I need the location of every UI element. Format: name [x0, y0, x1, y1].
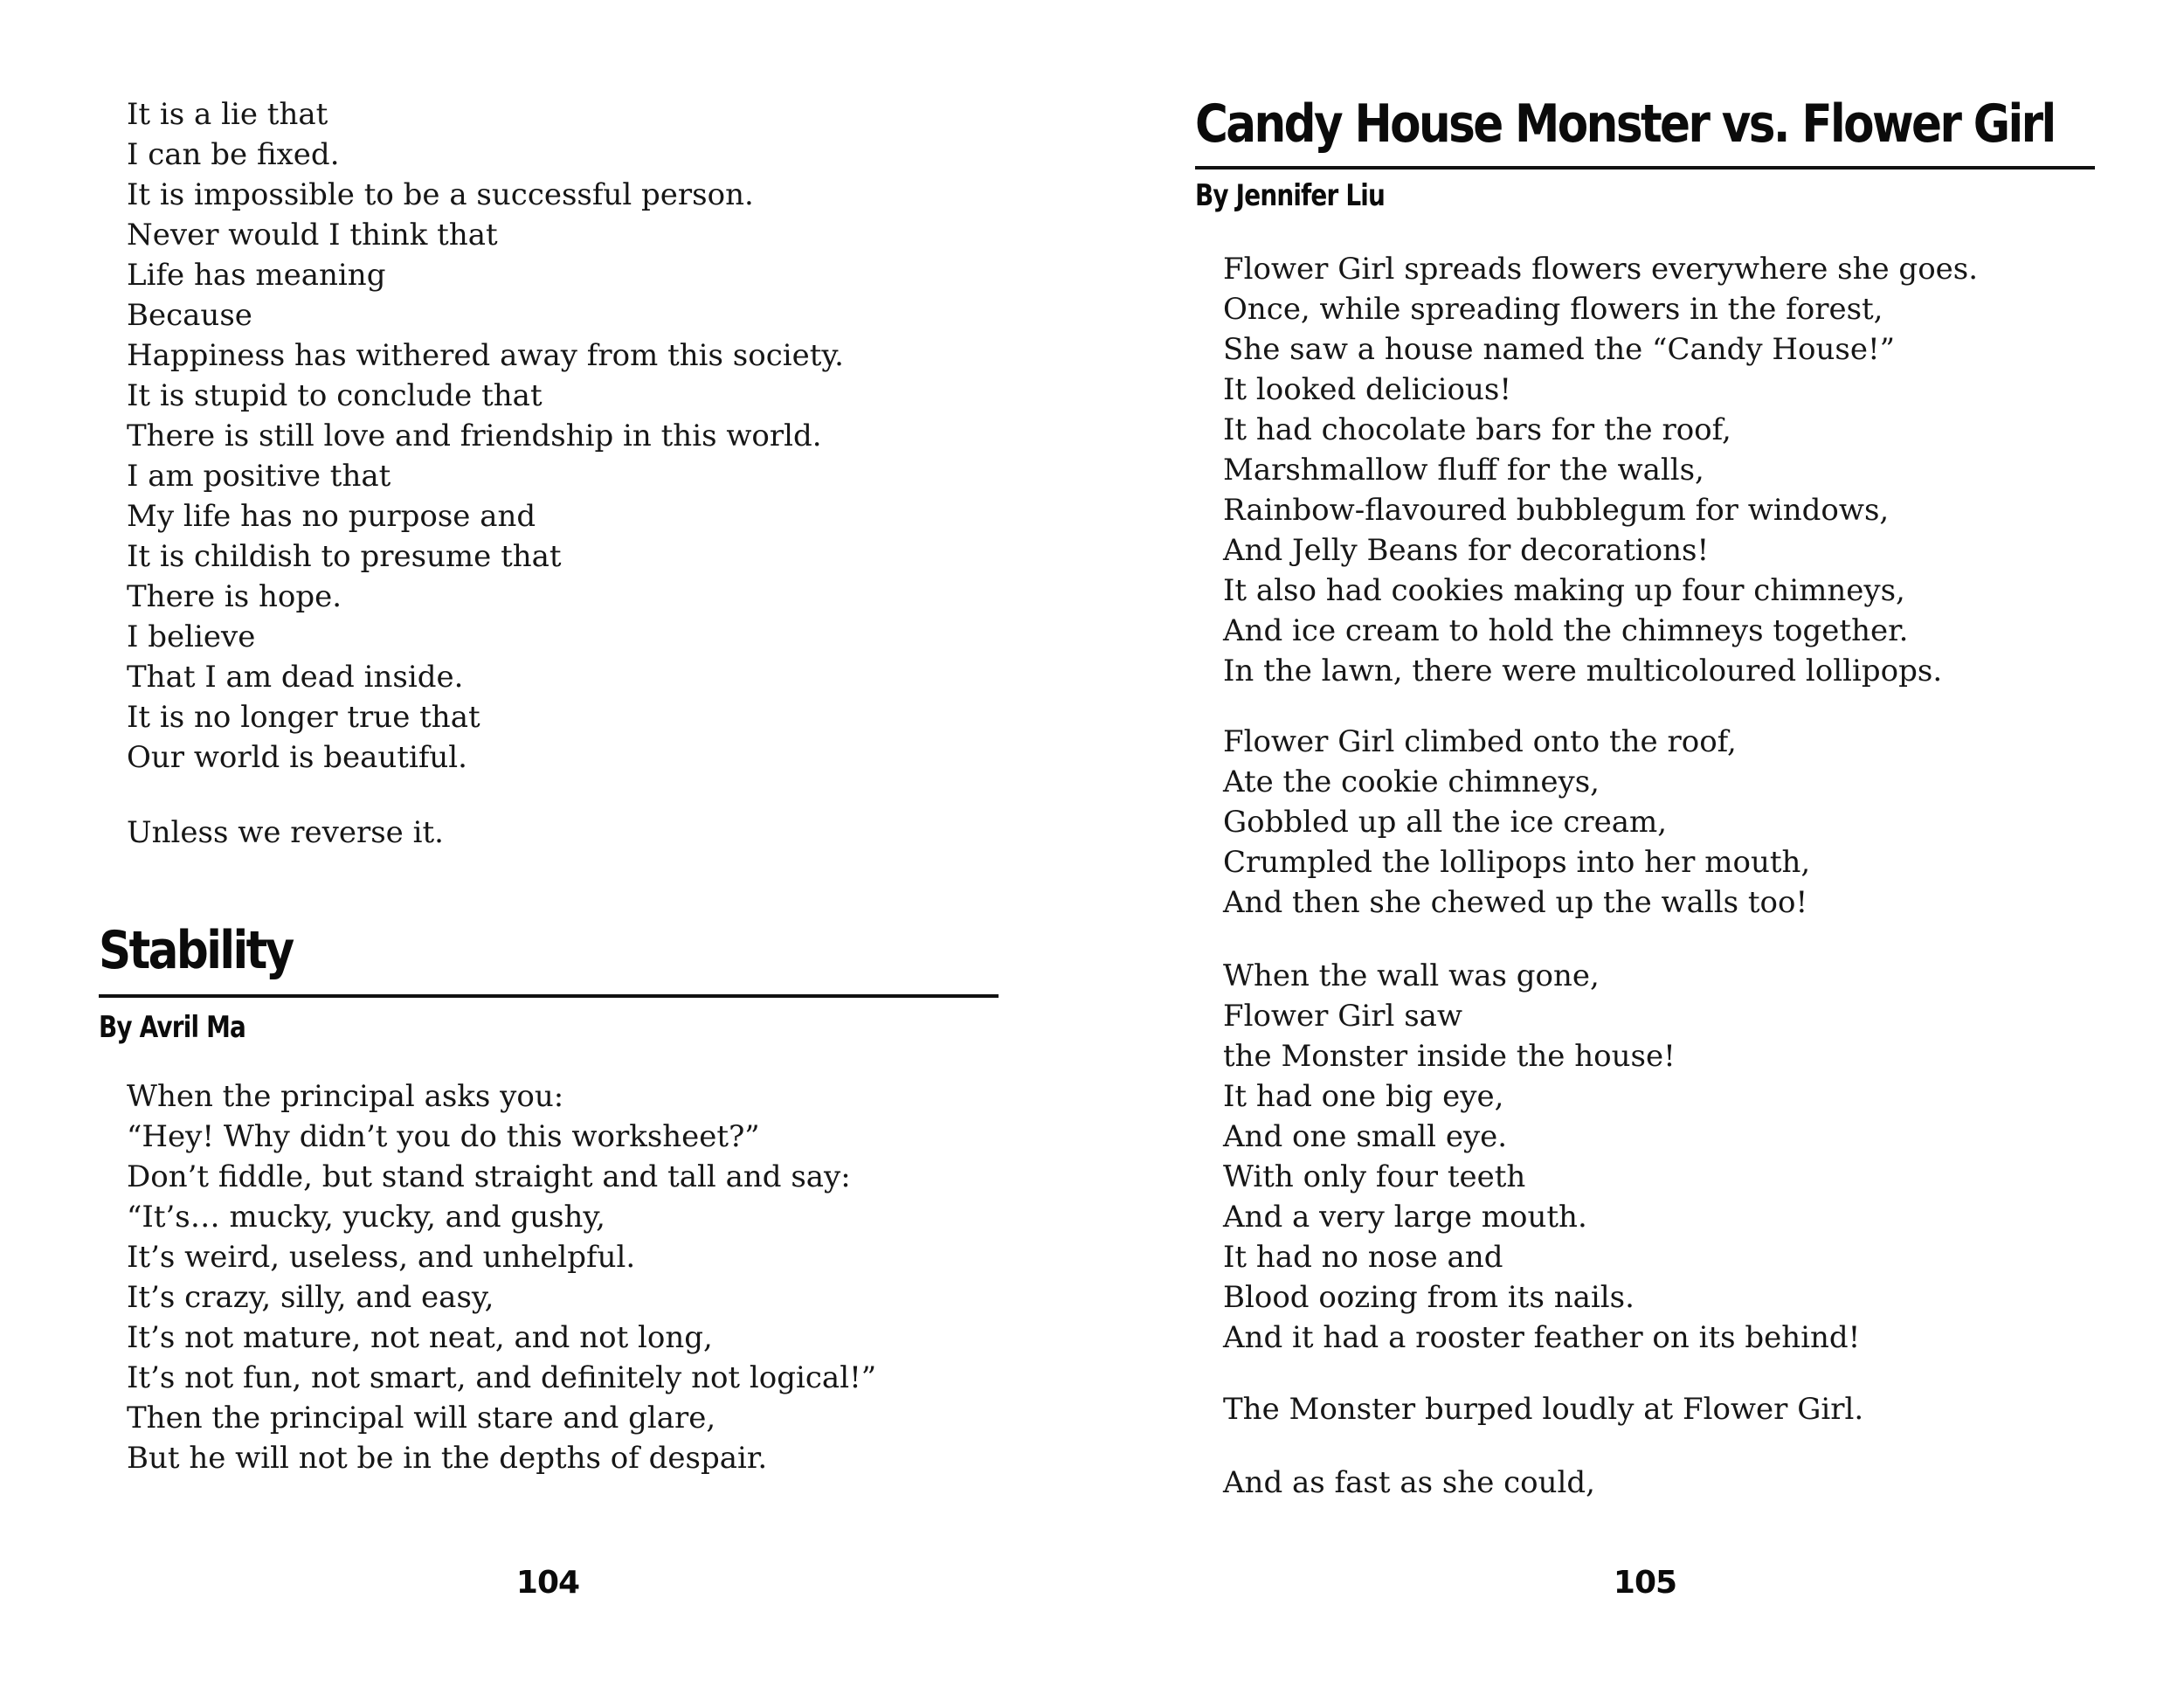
poem-line: Because [127, 298, 252, 333]
poem-line: It is stupid to conclude that [127, 378, 543, 413]
poem-line: Life has meaning [127, 258, 386, 293]
poem-line: And it had a rooster feather on its behind! [1223, 1320, 1861, 1355]
poem-line: It had one big eye, [1223, 1079, 1504, 1114]
poem-byline: By Avril Ma [99, 1010, 245, 1045]
poem-line: And one small eye. [1223, 1119, 1508, 1154]
poem-line: “It’s… mucky, yucky, and gushy, [127, 1200, 605, 1235]
poem-line: Crumpled the lollipops into her mouth, [1223, 845, 1811, 880]
poem-line: It also had cookies making up four chimneys, [1223, 573, 1905, 608]
candy-house-stanza-3 [1223, 956, 1860, 1358]
poem-line: It’s weird, useless, and unhelpful. [127, 1240, 636, 1275]
poem-line: the Monster inside the house! [1223, 1039, 1676, 1074]
poem-line: It is impossible to be a successful person. [127, 177, 754, 212]
poem-line: It had no nose and [1223, 1240, 1503, 1275]
poem-line: Once, while spreading flowers in the forest, [1223, 292, 1883, 327]
poem-line: Happiness has withered away from this society. [127, 338, 844, 373]
poem-line: It’s crazy, silly, and easy, [127, 1280, 494, 1315]
poem-line: And a very large mouth. [1223, 1200, 1587, 1235]
poem-line: “Hey! Why didn’t you do this worksheet?” [127, 1119, 760, 1154]
poem-line: It is a lie that [127, 97, 328, 132]
stability-stanza-1 [127, 1076, 876, 1478]
poem-line: And Jelly Beans for decorations! [1223, 533, 1710, 568]
poem-line: She saw a house named the “Candy House!” [1223, 332, 1896, 367]
candy-house-stanza-2 [1223, 722, 1810, 923]
poem-line: I believe [127, 619, 256, 654]
poem-line: I can be fixed. [127, 137, 340, 172]
poem-line: It looked delicious! [1223, 372, 1512, 407]
poem-line: And ice cream to hold the chimneys together. [1223, 613, 1909, 648]
poem-line: There is hope. [127, 579, 342, 614]
poem-line: It is no longer true that [127, 700, 480, 735]
poem-line: When the principal asks you: [127, 1079, 564, 1114]
poem-line: It’s not fun, not smart, and definitely not logical!” [127, 1360, 877, 1395]
page-number: 104 [515, 1565, 580, 1601]
poem-line: There is still love and friendship in this world. [127, 419, 822, 453]
poem-line: Our world is beautiful. [127, 740, 467, 775]
poem-line: Rainbow-flavoured bubblegum for windows, [1223, 493, 1890, 528]
poem-line: With only four teeth [1223, 1159, 1526, 1194]
poem-line: And then she chewed up the walls too! [1223, 885, 1808, 920]
poem-line: Flower Girl spreads flowers everywhere she goes. [1223, 252, 1979, 287]
poem-line: Ate the cookie chimneys, [1223, 764, 1600, 799]
poem-line: Blood oozing from its nails. [1223, 1280, 1635, 1315]
continued-poem-stanza-1 [127, 94, 844, 778]
poem-line: The Monster burped loudly at Flower Girl. [1223, 1392, 1864, 1427]
title-divider [99, 994, 999, 998]
candy-house-stanza-4 [1223, 1389, 1863, 1429]
poem-line: Flower Girl saw [1223, 999, 1463, 1034]
poem-line: Gobbled up all the ice cream, [1223, 805, 1668, 840]
poem-line: Flower Girl climbed onto the roof, [1223, 724, 1737, 759]
candy-house-stanza-1 [1223, 249, 1978, 691]
poem-byline: By Jennifer Liu [1195, 178, 1386, 213]
poem-line: In the lawn, there were multicoloured lollipops. [1223, 654, 1943, 688]
poem-line: Then the principal will stare and glare, [127, 1401, 716, 1435]
poem-line: And as fast as she could, [1223, 1465, 1595, 1500]
right-page [1092, 0, 2184, 1688]
continued-poem-stanza-2 [127, 813, 444, 853]
poem-line: Unless we reverse it. [127, 815, 444, 850]
poem-line: It’s not mature, not neat, and not long, [127, 1320, 713, 1355]
page-number: 105 [1613, 1565, 1677, 1601]
poem-line: Marshmallow fluff for the walls, [1223, 453, 1704, 488]
poem-line: Don’t fiddle, but stand straight and tall and say: [127, 1159, 851, 1194]
poem-line: I am positive that [127, 459, 391, 494]
title-divider [1195, 166, 2095, 169]
poem-line: It had chocolate bars for the roof, [1223, 412, 1731, 447]
candy-house-stanza-5 [1223, 1463, 1595, 1503]
poem-title: Stability [99, 920, 293, 981]
poem-line: My life has no purpose and [127, 499, 536, 534]
poem-line: When the wall was gone, [1223, 958, 1600, 993]
poem-line: That I am dead inside. [127, 660, 464, 695]
poem-line: It is childish to presume that [127, 539, 562, 574]
poem-line: Never would I think that [127, 218, 498, 253]
poem-title: Candy House Monster vs. Flower Girl [1195, 93, 2055, 155]
poem-line: But he will not be in the depths of despair. [127, 1441, 768, 1476]
